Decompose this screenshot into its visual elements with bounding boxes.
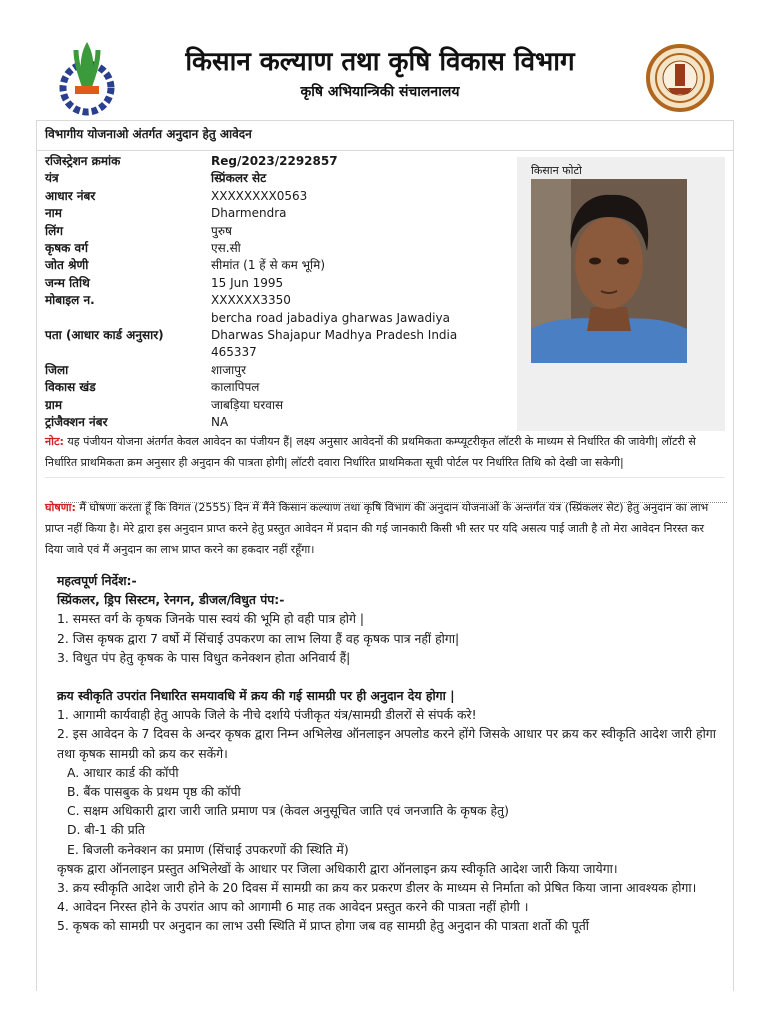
note-text: यह पंजीयन योजना अंतर्गत केवल आवेदन का पंजीयन हैं| लक्ष्य अनुसार आवेदनों की प्रथमिकता कम्प्यूटरीकृत लॉटरी के माध्यम से निर्धारित की जावेगी| लॉटरी से निर्धारित प्राथमिकता क्रम अनुसार ही अनुदान की पात्रता होगी| लॉटरी दवारा निर्धारित प्राथमिकता सूची पोर्टल पर निर्धारित तिथि को देखी जा सकेगी| (45, 435, 696, 469)
instructions-subtitle: स्प्रिंकलर, ड्रिप सिस्टम, रेनगन, डीजल/विधुत पंप:- (57, 592, 285, 608)
detail-value: स्प्रिंकलर सेट (211, 171, 267, 186)
detail-row-aadhaar (45, 188, 525, 205)
detail-row-village (45, 397, 525, 414)
page-header (0, 0, 768, 118)
form-heading: विभागीय योजनाओ अंतर्गत अनुदान हेतु आवेदन (37, 121, 733, 151)
detail-value: जाबड़िया घरवास (211, 397, 284, 412)
detail-label: लिंग (45, 223, 64, 238)
detail-label: कृषक वर्ग (45, 241, 88, 256)
page-title: किसान कल्याण तथा कृषि विकास विभाग (185, 47, 575, 77)
detail-value: Dharmendra (211, 206, 287, 221)
detail-row-mobile (45, 292, 525, 309)
detail-label: नाम (45, 206, 62, 221)
document-item: D. बी-1 की प्रति (67, 822, 145, 838)
instruction-paragraph: 5. कृषक को सामग्री पर अनुदान का लाभ उसी स्थिति में प्राप्त होगा जब वह सामग्री हेतु अनुदान की पात्रता शर्तो की पूर्ती (57, 918, 590, 934)
instruction-paragraph: 2. इस आवेदन के 7 दिवस के अन्दर कृषक द्वारा निम्न अभिलेख ऑनलाइन अपलोड करने होंगे जिसके आधार पर क्रय कर स्वीकृति आदेश जारी होगा तथा कृषक सामग्री को क्रय कर सकेंगे। (57, 726, 716, 761)
state-emblem-icon (646, 44, 714, 112)
registration-note (45, 431, 725, 478)
detail-row-gender (45, 223, 525, 240)
farmer-photo-label: किसान फोटो (531, 164, 582, 177)
instruction-paragraph: 4. आवेदन निरस्त होने के उपरांत आप को आगामी 6 माह तक आवेदन प्रस्तुत करने की पात्रता नहीं होगी । (57, 899, 529, 915)
detail-label: यंत्र (45, 171, 59, 186)
detail-row-address (45, 310, 525, 362)
detail-label: विकास खंड (45, 380, 96, 395)
detail-value: एस.सी (211, 241, 241, 256)
instruction-item: 2. जिस कृषक द्वारा 7 वर्षो में सिंचाई उपकरण का लाभ लिया हैं वह कृषक पात्र नहीं होगा| (57, 630, 460, 646)
detail-row-holding-category (45, 257, 525, 274)
detail-row-block (45, 379, 525, 396)
detail-label: जोत श्रेणी (45, 258, 89, 273)
detail-row-equipment (45, 170, 525, 187)
instruction-paragraph: 1. आगामी कार्यवाही हेतु आपके जिले के नीचे दर्शाये पंजीकृत यंत्र/सामग्री डीलरों से संपर्क करे! (57, 707, 477, 723)
spacer (57, 667, 717, 686)
detail-row-transaction (45, 414, 525, 431)
detail-label: आधार नंबर (45, 188, 96, 203)
detail-label: ट्रांजैक्शन नंबर (45, 415, 108, 430)
detail-value: शाजापुर (211, 362, 247, 377)
instruction-item: 1. समस्त वर्ग के कृषक जिनके पास स्वयं की भूमि हो वही पात्र होगे | (57, 611, 365, 627)
important-instructions (57, 571, 717, 936)
farmer-photo (531, 179, 687, 363)
detail-row-district (45, 362, 525, 379)
document-item: B. बैंक पासबुक के प्रथम पृष्ठ की कॉपी (67, 784, 241, 800)
applicant-details (45, 153, 525, 432)
instruction-paragraph: 3. क्रय स्वीकृति आदेश जारी होने के 20 दिवस में सामग्री का क्रय कर प्रकरण डीलर के माध्यम से निर्माता को प्रेषित किया जाना आवश्यक होगा। (57, 880, 697, 896)
detail-value: पुरुष (211, 223, 232, 238)
detail-value: bercha road jabadiya gharwas Jawadiya Dharwas Shajapur Madhya Pradesh India 465337 (211, 310, 458, 360)
detail-value: XXXXXXXX0563 (211, 188, 308, 203)
instruction-paragraph: कृषक द्वारा ऑनलाइन प्रस्तुत अभिलेखों के आधार पर जिला अधिकारी द्वारा ऑनलाइन क्रय स्वीकृति आदेश जारी किया जायेगा। (57, 860, 618, 876)
document-item: C. सक्षम अधिकारी द्वारा जारी जाति प्रमाण पत्र (केवल अनुसूचित जाति एवं जनजाति के कृषक हेतु) (67, 803, 509, 819)
detail-value: कालापिपल (211, 380, 260, 395)
page-subtitle: कृषि अभियान्त्रिकी संचालनालय (300, 84, 460, 100)
detail-value: Reg/2023/2292857 (211, 154, 338, 168)
department-logo-icon (58, 36, 116, 116)
note-label: नोट: (45, 435, 64, 448)
declaration-label: घोषणा: (45, 501, 76, 514)
detail-label: जन्म तिथि (45, 275, 90, 290)
detail-value: NA (211, 415, 229, 430)
declaration (45, 497, 725, 560)
detail-row-dob (45, 275, 525, 292)
application-form (36, 120, 734, 991)
document-item: A. आधार कार्ड की कॉपी (67, 764, 179, 780)
detail-label: मोबाइल न. (45, 293, 95, 308)
detail-label: जिला (45, 362, 69, 377)
detail-label: ग्राम (45, 397, 63, 412)
detail-row-registration (45, 153, 525, 170)
detail-label: रजिस्ट्रेशन क्रमांक (45, 154, 121, 168)
detail-label: पता (आधार कार्ड अनुसार) (45, 328, 164, 343)
declaration-text: मैं घोषणा करता हूँ कि विगत (2555) दिन में मैंने किसान कल्याण तथा कृषि विभाग की अनुदान योजनाओं के अन्तर्गत यंत्र (स्प्रिंकलर सेट) हेतु अनुदान का लाभ प्राप्त नहीं किया है। मेरे द्वारा इस अनुदान प्राप्त करने हेतु प्रस्तुत आवेदन में प्रदान की गई जानकारी किसी भी स्तर पर यदि असत्य पाई जाती है तो मेरा आवेदन निरस्त कर दिया जावे एवं मैं अनुदान का लाभ प्राप्त करने का हकदार नहीं रहूँगा। (45, 501, 709, 556)
farmer-photo-panel (517, 157, 725, 431)
detail-row-farmer-class (45, 240, 525, 257)
subsidy-condition-title: क्रय स्वीकृति उपरांत निधारित समयावधि में क्रय की गई सामग्री पर ही अनुदान देय होगा | (57, 688, 455, 704)
detail-value: सीमांत (1 हें से कम भूमि) (211, 258, 326, 273)
detail-row-name (45, 205, 525, 222)
document-item: E. बिजली कनेक्शन का प्रमाण (सिंचाई उपकरणों की स्थिति में) (67, 841, 349, 857)
instruction-item: 3. विधुत पंप हेतु कृषक के पास विधुत कनेक्शन होता अनिवार्य हैं| (57, 649, 351, 665)
instructions-title: महत्वपूर्ण निर्देश:- (57, 573, 137, 588)
detail-value: 15 Jun 1995 (211, 275, 284, 290)
detail-value: XXXXXX3350 (211, 293, 291, 308)
